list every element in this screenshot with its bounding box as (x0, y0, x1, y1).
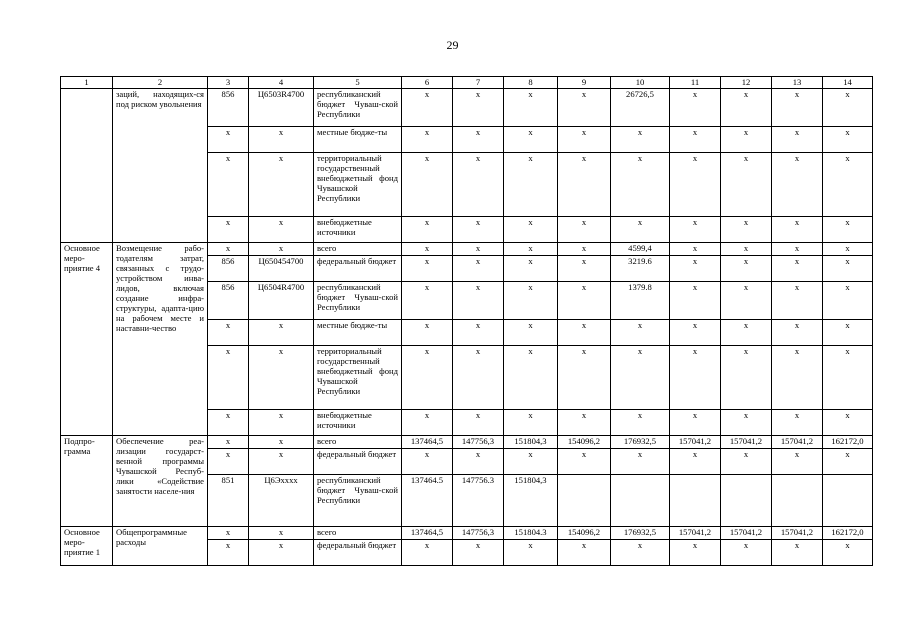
year-value: x (823, 243, 873, 256)
grbs-code: x (208, 243, 249, 256)
year-value: x (453, 540, 504, 566)
year-value: x (823, 346, 873, 410)
year-value: x (772, 320, 823, 346)
csr-code: Ц6504R4700 (249, 282, 314, 320)
year-value: x (504, 256, 558, 282)
funding-source: республиканский бюджет Чуваш-ской Республики (314, 475, 402, 527)
year-value: x (611, 153, 670, 217)
year-value: x (823, 282, 873, 320)
grbs-code: 856 (208, 256, 249, 282)
year-value: 147756,3 (453, 527, 504, 540)
year-value: x (721, 256, 772, 282)
funding-source: местные бюдже-ты (314, 127, 402, 153)
csr-code: x (249, 527, 314, 540)
year-value: x (721, 410, 772, 436)
year-value: x (504, 127, 558, 153)
year-value: 137464,5 (402, 436, 453, 449)
year-value: x (772, 449, 823, 475)
year-value: x (670, 282, 721, 320)
year-value: x (823, 449, 873, 475)
year-value: x (670, 320, 721, 346)
year-value: x (721, 217, 772, 243)
grbs-code: x (208, 153, 249, 217)
status-cell: Подпро-грамма (61, 436, 113, 527)
year-value: x (558, 256, 611, 282)
year-value: x (504, 320, 558, 346)
year-value: 157041,2 (670, 436, 721, 449)
year-value: x (558, 346, 611, 410)
year-value: x (721, 320, 772, 346)
year-value: x (402, 410, 453, 436)
grbs-code: x (208, 320, 249, 346)
year-value: 147756.3 (453, 475, 504, 527)
year-value: x (402, 217, 453, 243)
budget-table (60, 76, 873, 566)
col-number: 6 (402, 77, 453, 89)
year-value: x (611, 217, 670, 243)
year-value: x (558, 153, 611, 217)
year-value: 176932,5 (611, 527, 670, 540)
funding-source: территориальный государственный внебюджетный фонд Чувашской Республики (314, 153, 402, 217)
year-value: x (611, 127, 670, 153)
year-value: x (721, 89, 772, 127)
funding-source: федеральный бюджет (314, 540, 402, 566)
year-value: x (721, 282, 772, 320)
csr-code: x (249, 153, 314, 217)
csr-code: Ц650454700 (249, 256, 314, 282)
col-number: 12 (721, 77, 772, 89)
grbs-code: x (208, 436, 249, 449)
year-value (823, 475, 873, 527)
year-value: 157041,2 (772, 436, 823, 449)
year-value: x (504, 346, 558, 410)
year-value: x (611, 449, 670, 475)
year-value: 157041,2 (772, 527, 823, 540)
year-value: x (670, 127, 721, 153)
year-value: x (670, 256, 721, 282)
year-value: x (453, 320, 504, 346)
funding-source: всего (314, 436, 402, 449)
year-value: x (504, 540, 558, 566)
year-value: 3219.6 (611, 256, 670, 282)
year-value: x (611, 346, 670, 410)
year-value: x (721, 449, 772, 475)
year-value: x (402, 127, 453, 153)
year-value: x (772, 153, 823, 217)
csr-code: Ц6503R4700 (249, 89, 314, 127)
measure-name: Возмещение рабо-тодателям затрат, связанных с трудо-устройством инва-лидов, включая создание инфра-структуры, адапта-цию на рабочем месте и наставни-чество (113, 243, 208, 436)
year-value: x (670, 410, 721, 436)
year-value: x (402, 153, 453, 217)
year-value: x (402, 346, 453, 410)
year-value: 137464,5 (402, 527, 453, 540)
col-number: 8 (504, 77, 558, 89)
year-value: x (823, 410, 873, 436)
year-value (721, 475, 772, 527)
year-value: x (611, 410, 670, 436)
year-value: x (504, 89, 558, 127)
year-value: x (402, 540, 453, 566)
year-value: x (823, 540, 873, 566)
table-row (61, 527, 873, 540)
year-value: 1379.8 (611, 282, 670, 320)
year-value: x (670, 217, 721, 243)
funding-source: республиканский бюджет Чуваш-ской Республики (314, 282, 402, 320)
year-value: 157041,2 (670, 527, 721, 540)
year-value: x (453, 243, 504, 256)
csr-code: Ц6Эхххх (249, 475, 314, 527)
year-value: x (504, 243, 558, 256)
year-value: x (670, 243, 721, 256)
year-value: x (721, 540, 772, 566)
year-value: x (670, 153, 721, 217)
year-value: x (772, 256, 823, 282)
year-value: x (772, 540, 823, 566)
year-value: x (453, 256, 504, 282)
year-value: x (453, 127, 504, 153)
year-value: x (670, 89, 721, 127)
csr-code: x (249, 436, 314, 449)
funding-source: всего (314, 527, 402, 540)
table-row (61, 243, 873, 256)
year-value: 157041,2 (721, 436, 772, 449)
csr-code: x (249, 410, 314, 436)
year-value: x (558, 410, 611, 436)
funding-source: федеральный бюджет (314, 256, 402, 282)
col-number: 3 (208, 77, 249, 89)
year-value: x (823, 153, 873, 217)
year-value: x (504, 410, 558, 436)
year-value: 162172,0 (823, 527, 873, 540)
year-value: x (772, 410, 823, 436)
funding-source: республиканский бюджет Чуваш-ской Республики (314, 89, 402, 127)
csr-code: x (249, 127, 314, 153)
csr-code: x (249, 217, 314, 243)
funding-source: внебюджетные источники (314, 410, 402, 436)
year-value: x (402, 449, 453, 475)
year-value: x (402, 243, 453, 256)
year-value: x (504, 282, 558, 320)
funding-source: федеральный бюджет (314, 449, 402, 475)
year-value: x (558, 282, 611, 320)
year-value: x (823, 256, 873, 282)
col-number: 10 (611, 77, 670, 89)
year-value: 137464.5 (402, 475, 453, 527)
funding-source: территориальный государственный внебюджетный фонд Чувашской Республики (314, 346, 402, 410)
year-value: x (558, 89, 611, 127)
year-value: x (721, 243, 772, 256)
year-value (772, 475, 823, 527)
status-cell: Основное меро-приятие 1 (61, 527, 113, 566)
year-value: x (772, 346, 823, 410)
year-value: 154096,2 (558, 436, 611, 449)
funding-source: внебюджетные источники (314, 217, 402, 243)
year-value: x (611, 540, 670, 566)
year-value: 151804,3 (504, 475, 558, 527)
year-value: x (558, 243, 611, 256)
year-value: x (558, 540, 611, 566)
year-value: x (504, 153, 558, 217)
grbs-code: x (208, 346, 249, 410)
csr-code: x (249, 449, 314, 475)
year-value: x (558, 217, 611, 243)
col-number: 4 (249, 77, 314, 89)
year-value: x (558, 320, 611, 346)
year-value: x (504, 449, 558, 475)
year-value: x (772, 89, 823, 127)
col-number: 9 (558, 77, 611, 89)
year-value: x (721, 153, 772, 217)
measure-name: Обеспечение реа-лизации государст-венной программы Чувашской Респуб-лики «Содействие занятости населе-ния (113, 436, 208, 527)
year-value: x (453, 346, 504, 410)
year-value (558, 475, 611, 527)
column-number-row (61, 77, 873, 89)
year-value: x (453, 217, 504, 243)
status-cell (61, 89, 113, 243)
year-value: x (823, 320, 873, 346)
funding-source: всего (314, 243, 402, 256)
year-value: 162172,0 (823, 436, 873, 449)
grbs-code: x (208, 527, 249, 540)
year-value: x (453, 449, 504, 475)
year-value: 147756,3 (453, 436, 504, 449)
grbs-code: 856 (208, 89, 249, 127)
col-number: 13 (772, 77, 823, 89)
year-value: 157041,2 (721, 527, 772, 540)
year-value: x (453, 282, 504, 320)
csr-code: x (249, 243, 314, 256)
csr-code: x (249, 540, 314, 566)
col-number: 7 (453, 77, 504, 89)
year-value: x (453, 89, 504, 127)
csr-code: x (249, 320, 314, 346)
year-value: 176932,5 (611, 436, 670, 449)
year-value: 154096,2 (558, 527, 611, 540)
page-number: 29 (446, 38, 459, 52)
grbs-code: x (208, 449, 249, 475)
year-value: x (772, 282, 823, 320)
year-value: x (721, 127, 772, 153)
col-number: 5 (314, 77, 402, 89)
col-number: 11 (670, 77, 721, 89)
year-value: x (611, 320, 670, 346)
year-value (611, 475, 670, 527)
measure-name: Общепрограммные расходы (113, 527, 208, 566)
year-value: x (402, 89, 453, 127)
year-value: x (402, 256, 453, 282)
col-number: 2 (113, 77, 208, 89)
year-value: x (402, 282, 453, 320)
year-value: x (453, 153, 504, 217)
grbs-code: 851 (208, 475, 249, 527)
year-value: x (772, 127, 823, 153)
col-number: 1 (61, 77, 113, 89)
year-value: x (504, 217, 558, 243)
year-value: x (402, 320, 453, 346)
year-value: x (823, 127, 873, 153)
year-value: x (558, 127, 611, 153)
year-value: x (670, 346, 721, 410)
year-value: x (558, 449, 611, 475)
year-value: x (670, 449, 721, 475)
table-row (61, 436, 873, 449)
year-value: 4599,4 (611, 243, 670, 256)
year-value: x (721, 346, 772, 410)
grbs-code: 856 (208, 282, 249, 320)
csr-code: x (249, 346, 314, 410)
year-value: 151804.3 (504, 527, 558, 540)
year-value: 26726,5 (611, 89, 670, 127)
status-cell: Основное меро-приятие 4 (61, 243, 113, 436)
col-number: 14 (823, 77, 873, 89)
funding-source: местные бюдже-ты (314, 320, 402, 346)
grbs-code: x (208, 410, 249, 436)
table-row (61, 89, 873, 127)
grbs-code: x (208, 127, 249, 153)
year-value: x (823, 217, 873, 243)
year-value: x (772, 243, 823, 256)
grbs-code: x (208, 217, 249, 243)
measure-name: заций, находящих-ся под риском увольнения (113, 89, 208, 243)
year-value (670, 475, 721, 527)
year-value: x (453, 410, 504, 436)
year-value: 151804,3 (504, 436, 558, 449)
grbs-code: x (208, 540, 249, 566)
year-value: x (772, 217, 823, 243)
year-value: x (823, 89, 873, 127)
year-value: x (670, 540, 721, 566)
